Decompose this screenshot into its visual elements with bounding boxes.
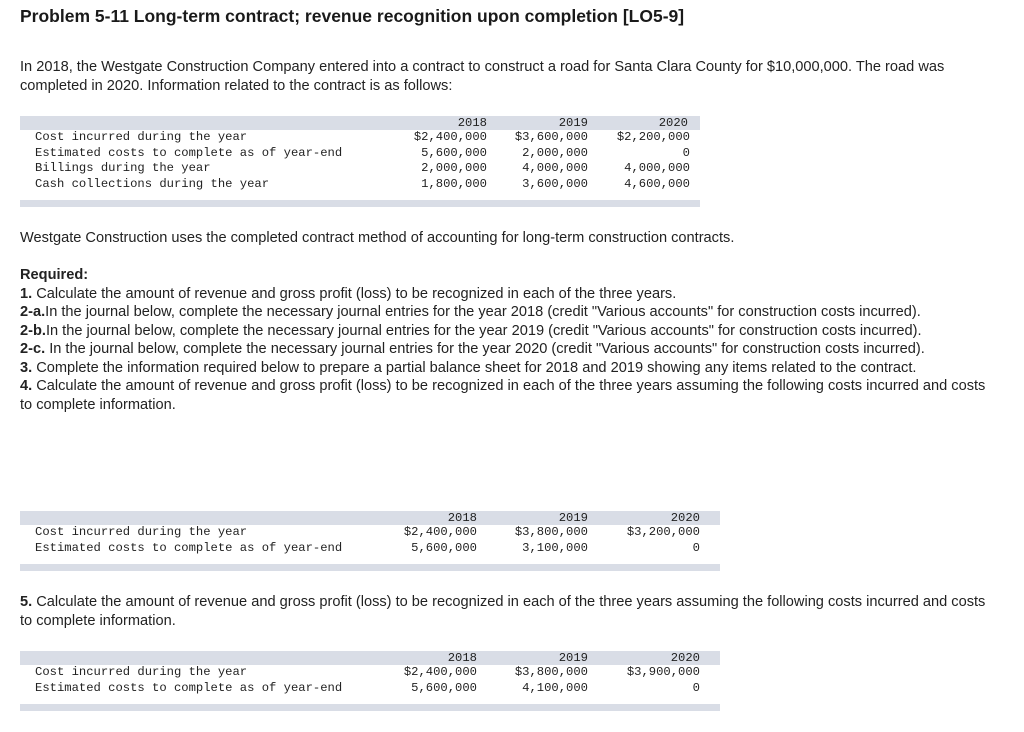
- intro-text: In 2018, the Westgate Construction Company entered into a contract to construct a road for Santa Clara County for $10,000,000. The road was completed in 2020. Information related to the contract is as follows:: [20, 59, 945, 94]
- col-header: 2020: [670, 651, 700, 665]
- row-label: Cost incurred during the year: [35, 665, 248, 679]
- table-row: [20, 146, 700, 162]
- costs-table-req5: [20, 651, 720, 711]
- cell: 4,000,000: [522, 161, 588, 175]
- col-header: 2020: [658, 116, 688, 130]
- required-section: [20, 266, 990, 414]
- col-header: 2020: [670, 511, 700, 525]
- required-item: 2-c. In the journal below, complete the necessary journal entries for the year 2020 (credit "Various accounts" for construction costs incurred).: [20, 341, 925, 357]
- required-item: 1. Calculate the amount of revenue and gross profit (loss) to be recognized in each of the three years.: [20, 285, 677, 302]
- table-footer-bar: [20, 200, 700, 207]
- table-row: [20, 665, 720, 681]
- table-row: [20, 541, 720, 557]
- row-label: Cost incurred during the year: [35, 130, 248, 144]
- col-header: 2019: [558, 511, 588, 525]
- table-header: [20, 651, 720, 665]
- row-label: Billings during the year: [35, 161, 211, 175]
- method-text: Westgate Construction uses the completed contract method of accounting for long-term construction contracts.: [20, 230, 735, 246]
- row-label: Estimated costs to complete as of year-end: [35, 145, 343, 160]
- table-row: [20, 130, 700, 146]
- table-header: [20, 511, 720, 525]
- contract-info-table: [20, 116, 700, 207]
- cell: 5,600,000: [411, 680, 477, 695]
- col-header: 2018: [447, 651, 477, 665]
- cell: $3,600,000: [514, 130, 588, 144]
- cell: 5,600,000: [421, 145, 487, 160]
- cell: $3,900,000: [626, 665, 700, 679]
- required-item: 2-a.In the journal below, complete the necessary journal entries for the year 2018 (credit "Various accounts" for construction costs incurred).: [20, 304, 921, 320]
- required-item: 4. Calculate the amount of revenue and gross profit (loss) to be recognized in each of the three years assuming the following costs incurred and costs to complete information.: [20, 378, 986, 413]
- cell: 4,000,000: [624, 161, 690, 175]
- table-header: [20, 116, 700, 130]
- costs-table-req4: [20, 511, 720, 571]
- table-row: [20, 177, 700, 193]
- cell: 0: [692, 540, 700, 555]
- cell: 2,000,000: [421, 161, 487, 175]
- required-heading: Required:: [20, 267, 89, 283]
- cell: 4,600,000: [624, 176, 690, 191]
- row-label: Estimated costs to complete as of year-end: [35, 540, 343, 555]
- cell: $2,400,000: [403, 665, 477, 679]
- table-row: [20, 681, 720, 697]
- col-header: 2019: [558, 651, 588, 665]
- cell: 3,600,000: [522, 176, 588, 191]
- cell: 3,100,000: [522, 540, 588, 555]
- required-item: 3. Complete the information required below to prepare a partial balance sheet for 2018 and 2019 showing any items related to the contract.: [20, 359, 917, 376]
- row-label: Cash collections during the year: [35, 176, 270, 191]
- cell: $3,200,000: [626, 525, 700, 539]
- row-label: Estimated costs to complete as of year-end: [35, 680, 343, 695]
- cell: 4,100,000: [522, 680, 588, 695]
- cell: 5,600,000: [411, 540, 477, 555]
- cell: $2,200,000: [616, 130, 690, 144]
- col-header: 2018: [447, 511, 477, 525]
- required-item: 2-b.In the journal below, complete the necessary journal entries for the year 2019 (credit "Various accounts" for construction costs incurred).: [20, 322, 922, 339]
- cell: $2,400,000: [403, 525, 477, 539]
- table-footer-bar: [20, 564, 720, 571]
- cell: 0: [682, 145, 690, 160]
- cell: 1,800,000: [421, 176, 487, 191]
- table-row: [20, 525, 720, 541]
- table-footer-bar: [20, 704, 720, 711]
- cell: $3,800,000: [514, 525, 588, 539]
- problem-title: Problem 5-11 Long-term contract; revenue recognition upon completion [LO5-9]: [20, 6, 685, 26]
- table-row: [20, 161, 700, 177]
- col-header: 2018: [457, 116, 487, 130]
- required-item-5: 5. Calculate the amount of revenue and gross profit (loss) to be recognized in each of the three years assuming the following costs incurred and costs to complete information.: [20, 594, 986, 629]
- cell: 0: [692, 680, 700, 695]
- col-header: 2019: [558, 116, 588, 130]
- cell: $3,800,000: [514, 665, 588, 679]
- row-label: Cost incurred during the year: [35, 525, 248, 539]
- cell: $2,400,000: [413, 130, 487, 144]
- cell: 2,000,000: [522, 145, 588, 160]
